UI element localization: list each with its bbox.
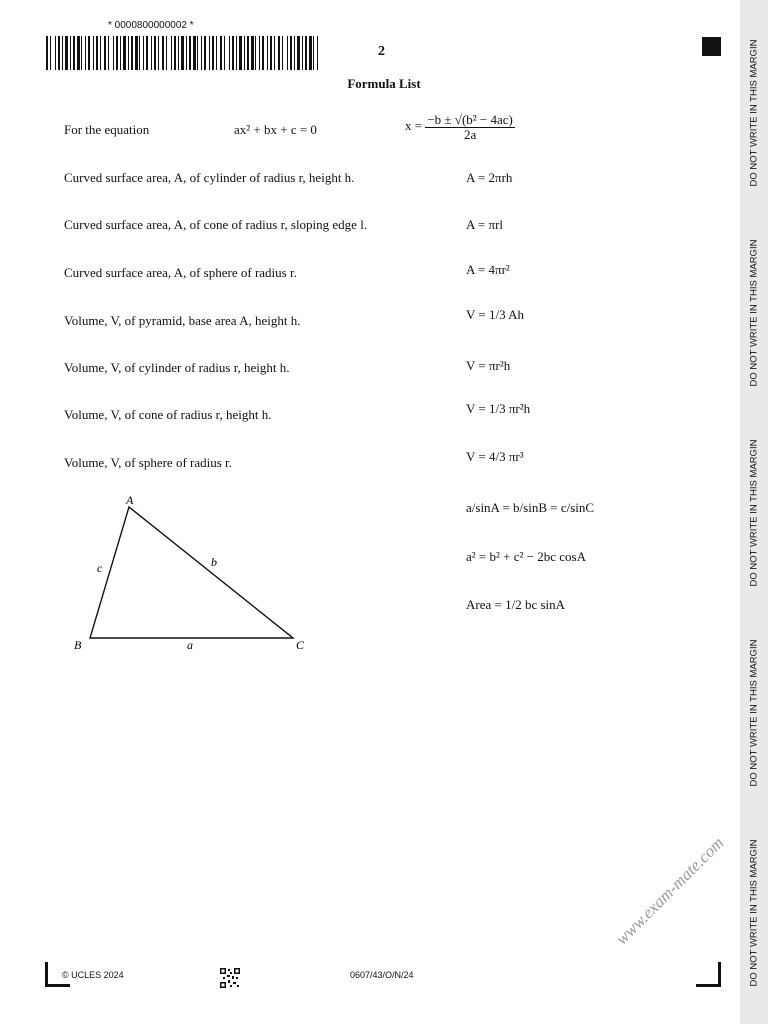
cylinder-volume-label: Volume, V, of cylinder of radius r, height h. — [64, 360, 290, 375]
sphere-area-formula: A = 4πr² — [466, 262, 510, 277]
cone-volume-label: Volume, V, of cone of radius r, height h. — [64, 407, 272, 422]
quadratic-solution: x = $\frac{\text{−b ± √(b² − 4ac)}}{2a}$ — [405, 112, 513, 142]
vertex-label-a: A — [126, 493, 134, 507]
page-title: Formula List — [347, 76, 421, 91]
quadratic-equation: ax² + bx + c = 0 — [234, 122, 317, 137]
copyright: © UCLES 2024 — [62, 970, 124, 980]
cylinder-area-formula: A = 2πrh — [466, 170, 513, 185]
cylinder-area-label: Curved surface area, A, of cylinder of radius r, height h. — [64, 170, 355, 185]
vertex-label-b: B — [74, 638, 82, 652]
quadratic-denominator: 2a — [463, 126, 477, 142]
barcode — [46, 36, 320, 70]
cone-volume-formula: V = 1/3 πr²h — [466, 401, 531, 416]
cylinder-volume-formula: V = πr²h — [466, 358, 511, 373]
page-number: 2 — [378, 44, 385, 59]
pyramid-volume-formula: V = 1/3 Ah — [466, 307, 525, 322]
quadratic-label: For the equation — [64, 122, 150, 137]
paper-code: 0607/43/O/N/24 — [350, 970, 414, 980]
corner-mark-left — [45, 984, 70, 987]
qr-code — [220, 968, 240, 988]
pyramid-volume-label: Volume, V, of pyramid, base area A, height h. — [64, 313, 301, 328]
barcode-number: * 0000800000002 * — [108, 20, 194, 31]
quadratic-numerator: −b ± √(b² − 4ac) — [427, 112, 513, 127]
side-label-a: a — [187, 638, 193, 652]
cone-area-formula: A = πrl — [466, 217, 504, 232]
cone-area-label: Curved surface area, A, of cone of radius r, sloping edge l. — [64, 217, 368, 232]
side-label-b: b — [211, 555, 217, 569]
triangle-diagram — [60, 488, 330, 658]
cosine-rule: a² = b² + c² − 2bc cosA — [466, 549, 586, 564]
triangle-area-formula: Area = 1/2 bc sinA — [466, 597, 566, 612]
watermark: www.exam-mate.com — [612, 833, 728, 949]
triangle-shape — [90, 507, 293, 638]
side-label-c: c — [97, 561, 103, 575]
corner-mark-right — [696, 984, 721, 987]
vertex-label-c: C — [296, 638, 305, 652]
sine-rule: a/sinA = b/sinB = c/sinC — [466, 500, 595, 515]
registration-mark — [702, 37, 721, 56]
margin-strip: DO NOT WRITE IN THIS MARGIN DO NOT WRITE IN THIS MARGIN DO NOT WRITE IN THIS MARGIN DO NOT WRITE IN THIS MARGIN DO NOT WRITE IN THIS MARGIN — [740, 0, 768, 1024]
sphere-area-label: Curved surface area, A, of sphere of radius r. — [64, 265, 297, 280]
sphere-volume-formula: V = 4/3 πr³ — [466, 449, 524, 464]
sphere-volume-label: Volume, V, of sphere of radius r. — [64, 455, 232, 470]
